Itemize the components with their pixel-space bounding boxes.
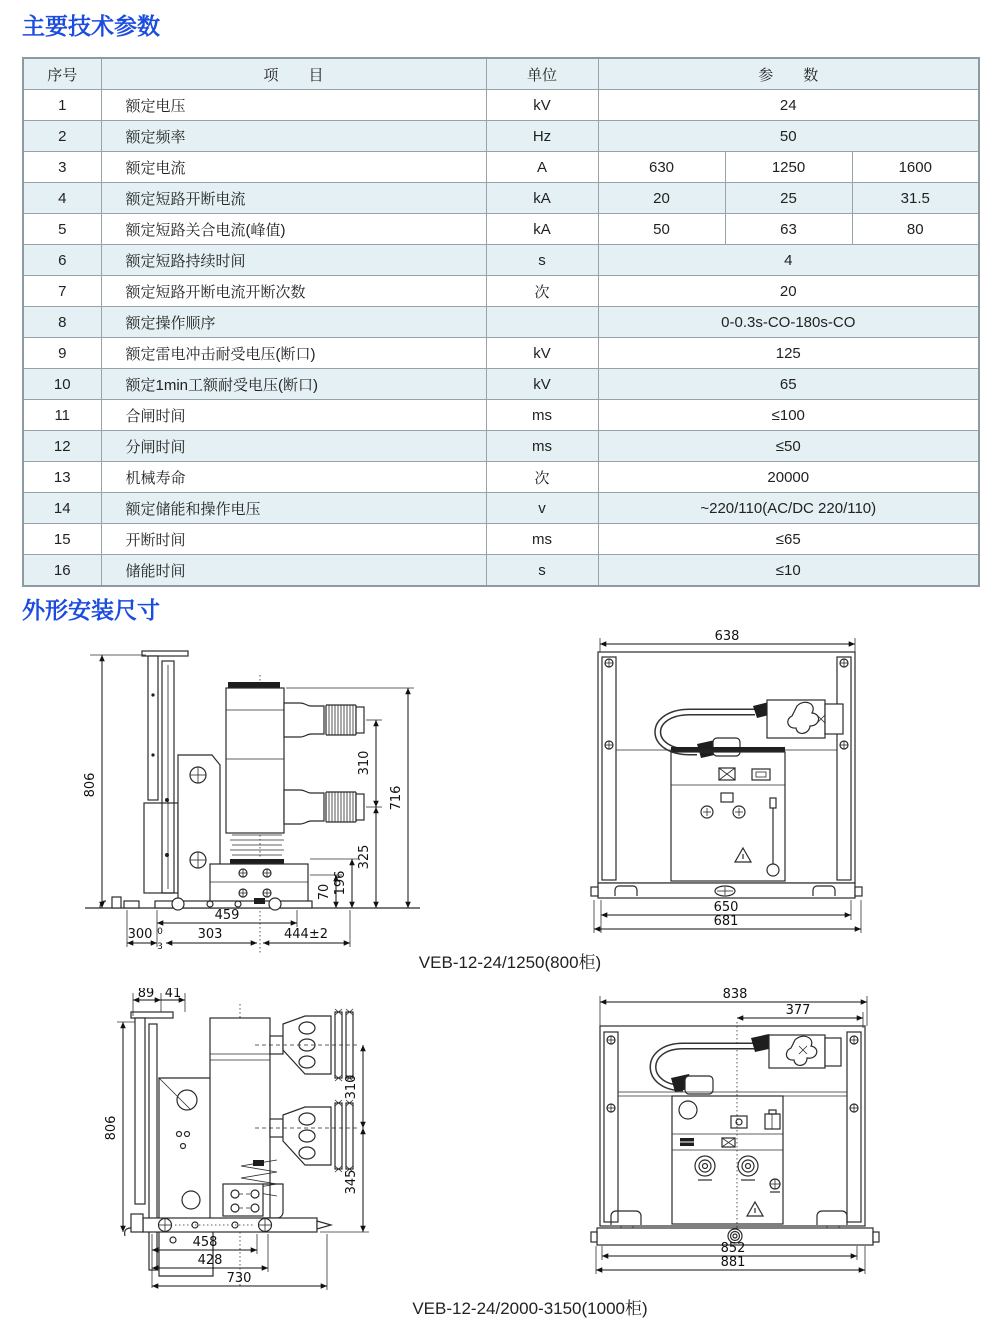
dim-label-377: 377	[785, 1003, 811, 1018]
cell-item: 额定短路开断电流开断次数	[101, 276, 486, 307]
dim-label-730: 730	[226, 1271, 252, 1286]
cell-value: ≤100	[598, 400, 979, 431]
cell-value: 20000	[598, 462, 979, 493]
cell-no: 6	[23, 245, 101, 276]
cell-item: 开断时间	[101, 524, 486, 555]
table-row	[23, 338, 979, 369]
dim-label-303: 303	[197, 927, 223, 942]
cell-no: 5	[23, 214, 101, 245]
dim-label-444: 444±2	[284, 927, 328, 942]
cell-no: 8	[23, 307, 101, 338]
dim-label-806: 806	[104, 1115, 119, 1141]
cell-item: 合闸时间	[101, 400, 486, 431]
dim-label-41: 41	[164, 988, 182, 1001]
cell-item: 机械寿命	[101, 462, 486, 493]
dim-label-300-tol-top: 0	[157, 927, 163, 937]
breaker-side-800-svg	[60, 635, 460, 960]
cell-no: 7	[23, 276, 101, 307]
table-row	[23, 307, 979, 338]
figure-caption-800: VEB-12-24/1250(800柜)	[418, 953, 602, 972]
dim-label-310: 310	[344, 1074, 359, 1100]
parameters-table	[22, 57, 980, 587]
table-row	[23, 152, 979, 183]
figure-breaker-side-1000	[95, 988, 455, 1303]
cell-value: 1600	[852, 152, 979, 183]
cell-no: 10	[23, 369, 101, 400]
cell-unit: v	[486, 493, 598, 524]
drawing-art	[125, 1004, 357, 1288]
cell-unit: s	[486, 245, 598, 276]
cell-value: 4	[598, 245, 979, 276]
dim-label-70: 70	[317, 883, 332, 901]
table-row	[23, 90, 979, 121]
table-row	[23, 245, 979, 276]
breaker-side-1000-svg	[95, 988, 455, 1303]
cell-value: 65	[598, 369, 979, 400]
cell-no: 12	[23, 431, 101, 462]
figure-cabinet-front-1000	[585, 988, 895, 1288]
dim-label-300: 300	[127, 927, 153, 942]
cell-unit	[486, 307, 598, 338]
figure-caption-1000: VEB-12-24/2000-3150(1000柜)	[412, 1299, 648, 1318]
cell-no: 4	[23, 183, 101, 214]
cell-value: 25	[725, 183, 852, 214]
dim-label-881: 881	[720, 1255, 746, 1270]
cell-item: 额定短路开断电流	[101, 183, 486, 214]
cell-value: 0-0.3s-CO-180s-CO	[598, 307, 979, 338]
cell-value: 630	[598, 152, 725, 183]
cell-unit: 次	[486, 462, 598, 493]
dim-label-325: 325	[357, 844, 372, 870]
header-value: 参 数	[598, 58, 979, 90]
table-header-row	[23, 58, 979, 90]
cell-value: ≤10	[598, 555, 979, 587]
cell-no: 14	[23, 493, 101, 524]
cell-unit: 次	[486, 276, 598, 307]
dim-label-806: 806	[83, 772, 98, 798]
dim-label-650: 650	[713, 900, 739, 915]
cell-item: 分闸时间	[101, 431, 486, 462]
table-row	[23, 431, 979, 462]
cell-no: 9	[23, 338, 101, 369]
cell-value: 125	[598, 338, 979, 369]
cell-value: 20	[598, 183, 725, 214]
header-unit: 单位	[486, 58, 598, 90]
cell-no: 2	[23, 121, 101, 152]
cell-value: 80	[852, 214, 979, 245]
section-title-parameters: 主要技术参数	[22, 13, 160, 39]
table-row	[23, 400, 979, 431]
table-row	[23, 493, 979, 524]
cell-unit: ms	[486, 524, 598, 555]
cell-value: 24	[598, 90, 979, 121]
cell-value: ≤50	[598, 431, 979, 462]
table-row	[23, 121, 979, 152]
cell-no: 3	[23, 152, 101, 183]
drawing-art	[591, 652, 862, 898]
cell-value: ~220/110(AC/DC 220/110)	[598, 493, 979, 524]
cell-item: 额定1min工额耐受电压(断口)	[101, 369, 486, 400]
cell-value: 50	[598, 214, 725, 245]
table-row	[23, 276, 979, 307]
cell-no: 15	[23, 524, 101, 555]
cell-value: 20	[598, 276, 979, 307]
dim-label-716: 716	[389, 785, 404, 811]
cell-value: 50	[598, 121, 979, 152]
cell-no: 16	[23, 555, 101, 587]
table-row	[23, 369, 979, 400]
section-title-dimensions: 外形安装尺寸	[22, 597, 160, 623]
dim-label-838: 838	[722, 988, 748, 1002]
drawing-art	[85, 651, 420, 953]
cell-value: ≤65	[598, 524, 979, 555]
cell-item: 额定频率	[101, 121, 486, 152]
cell-item: 额定操作顺序	[101, 307, 486, 338]
cell-item: 额定储能和操作电压	[101, 493, 486, 524]
cell-unit: ms	[486, 431, 598, 462]
cell-unit: kV	[486, 90, 598, 121]
cell-item: 储能时间	[101, 555, 486, 587]
cell-item: 额定雷电冲击耐受电压(断口)	[101, 338, 486, 369]
cell-item: 额定电压	[101, 90, 486, 121]
cell-value: 63	[725, 214, 852, 245]
cell-unit: kA	[486, 214, 598, 245]
cell-value: 1250	[725, 152, 852, 183]
cell-unit: A	[486, 152, 598, 183]
cell-unit: kV	[486, 338, 598, 369]
header-item: 项 目	[101, 58, 486, 90]
dim-label-310: 310	[357, 750, 372, 776]
dim-label-638: 638	[714, 630, 740, 644]
cell-no: 13	[23, 462, 101, 493]
cell-value: 31.5	[852, 183, 979, 214]
header-no: 序号	[23, 58, 101, 90]
cell-unit: kV	[486, 369, 598, 400]
cell-no: 1	[23, 90, 101, 121]
figure-breaker-side-800	[60, 635, 460, 960]
drawing-art	[591, 1022, 879, 1246]
cell-item: 额定电流	[101, 152, 486, 183]
cell-unit: ms	[486, 400, 598, 431]
table-row	[23, 214, 979, 245]
dim-label-428: 428	[197, 1253, 223, 1268]
dim-label-681: 681	[713, 914, 739, 929]
dim-label-89: 89	[137, 988, 155, 1001]
figure-cabinet-front-800	[585, 630, 915, 945]
cabinet-front-1000-svg	[585, 988, 895, 1288]
dim-label-459: 459	[214, 908, 240, 923]
dim-label-345: 345	[344, 1169, 359, 1195]
cell-item: 额定短路持续时间	[101, 245, 486, 276]
dim-label-458: 458	[192, 1235, 218, 1250]
cell-no: 11	[23, 400, 101, 431]
dim-label-196: 196	[333, 870, 348, 896]
table-row	[23, 462, 979, 493]
table-row	[23, 555, 979, 587]
cell-item: 额定短路关合电流(峰值)	[101, 214, 486, 245]
dim-label-852: 852	[720, 1241, 746, 1256]
table-row	[23, 524, 979, 555]
cell-unit: Hz	[486, 121, 598, 152]
cabinet-front-800-svg	[585, 630, 915, 945]
cell-unit: s	[486, 555, 598, 587]
table-row	[23, 183, 979, 214]
cell-unit: kA	[486, 183, 598, 214]
dim-label-300-tol-bottom: 3	[157, 942, 163, 952]
